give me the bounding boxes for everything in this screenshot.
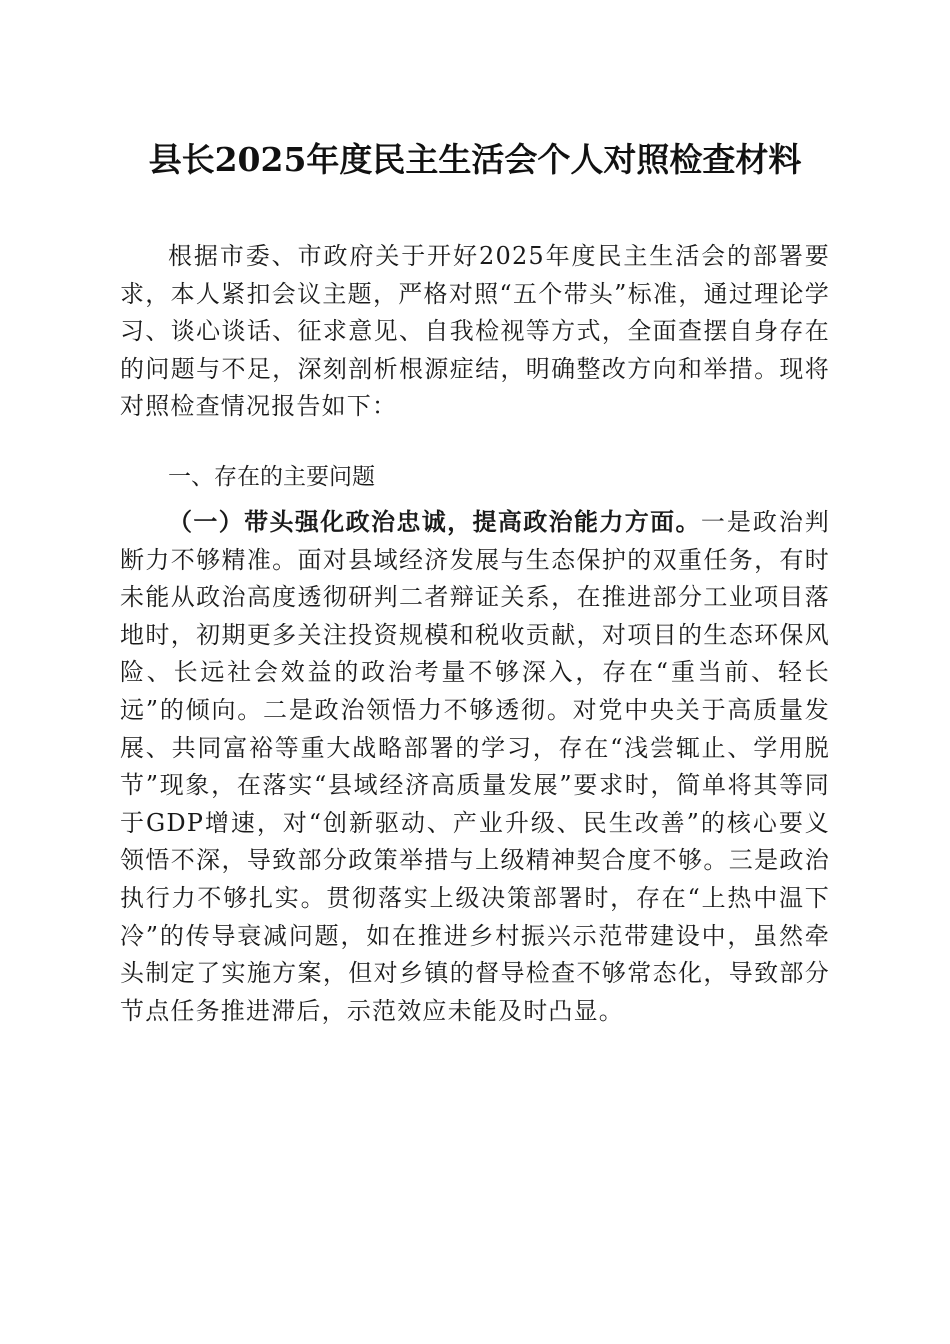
subsection-body: 一是政治判断力不够精准。面对县域经济发展与生态保护的双重任务，有时未能从政治高度透彻研判二者辩证关系，在推进部分工业项目落地时，初期更多关注投资规模和税收贡献，对项目的生态环保风险、长远社会效益的政治考量不够深入，存在“重当前、轻长远”的倾向。二是政治领悟力不够透彻。对党中央关于高质量发展、共同富裕等重大战略部署的学习，存在“浅尝辄止、学用脱节”现象，在落实“县域经济高质量发展”要求时，简单将其等同于GDP增速，对“创新驱动、产业升级、民生改善”的核心要义领悟不深，导致部分政策举措与上级精神契合度不够。三是政治执行力不够扎实。贯彻落实上级决策部署时，存在“上热中温下冷”的传导衰减问题，如在推进乡村振兴示范带建设中，虽然牵头制定了实施方案，但对乡镇的督导检查不够常态化，导致部分节点任务推进滞后，示范效应未能及时凸显。 bbox=[120, 508, 830, 1025]
subsection-paragraph bbox=[120, 504, 830, 1030]
section-heading: 一、存在的主要问题 bbox=[168, 464, 375, 490]
intro-paragraph: 根据市委、市政府关于开好2025年度民主生活会的部署要求，本人紧扣会议主题，严格对照“五个带头”标准，通过理论学习、谈心谈话、征求意见、自我检视等方式，全面查摆自身存在的问题与不足，深刻剖析根源症结，明确整改方向和举措。现将对照检查情况报告如下： bbox=[120, 242, 830, 420]
document-title: 县长2025年度民主生活会个人对照检查材料 bbox=[148, 140, 802, 179]
subsection-heading: （一）带头强化政治忠诚，提高政治能力方面。 bbox=[168, 508, 701, 536]
